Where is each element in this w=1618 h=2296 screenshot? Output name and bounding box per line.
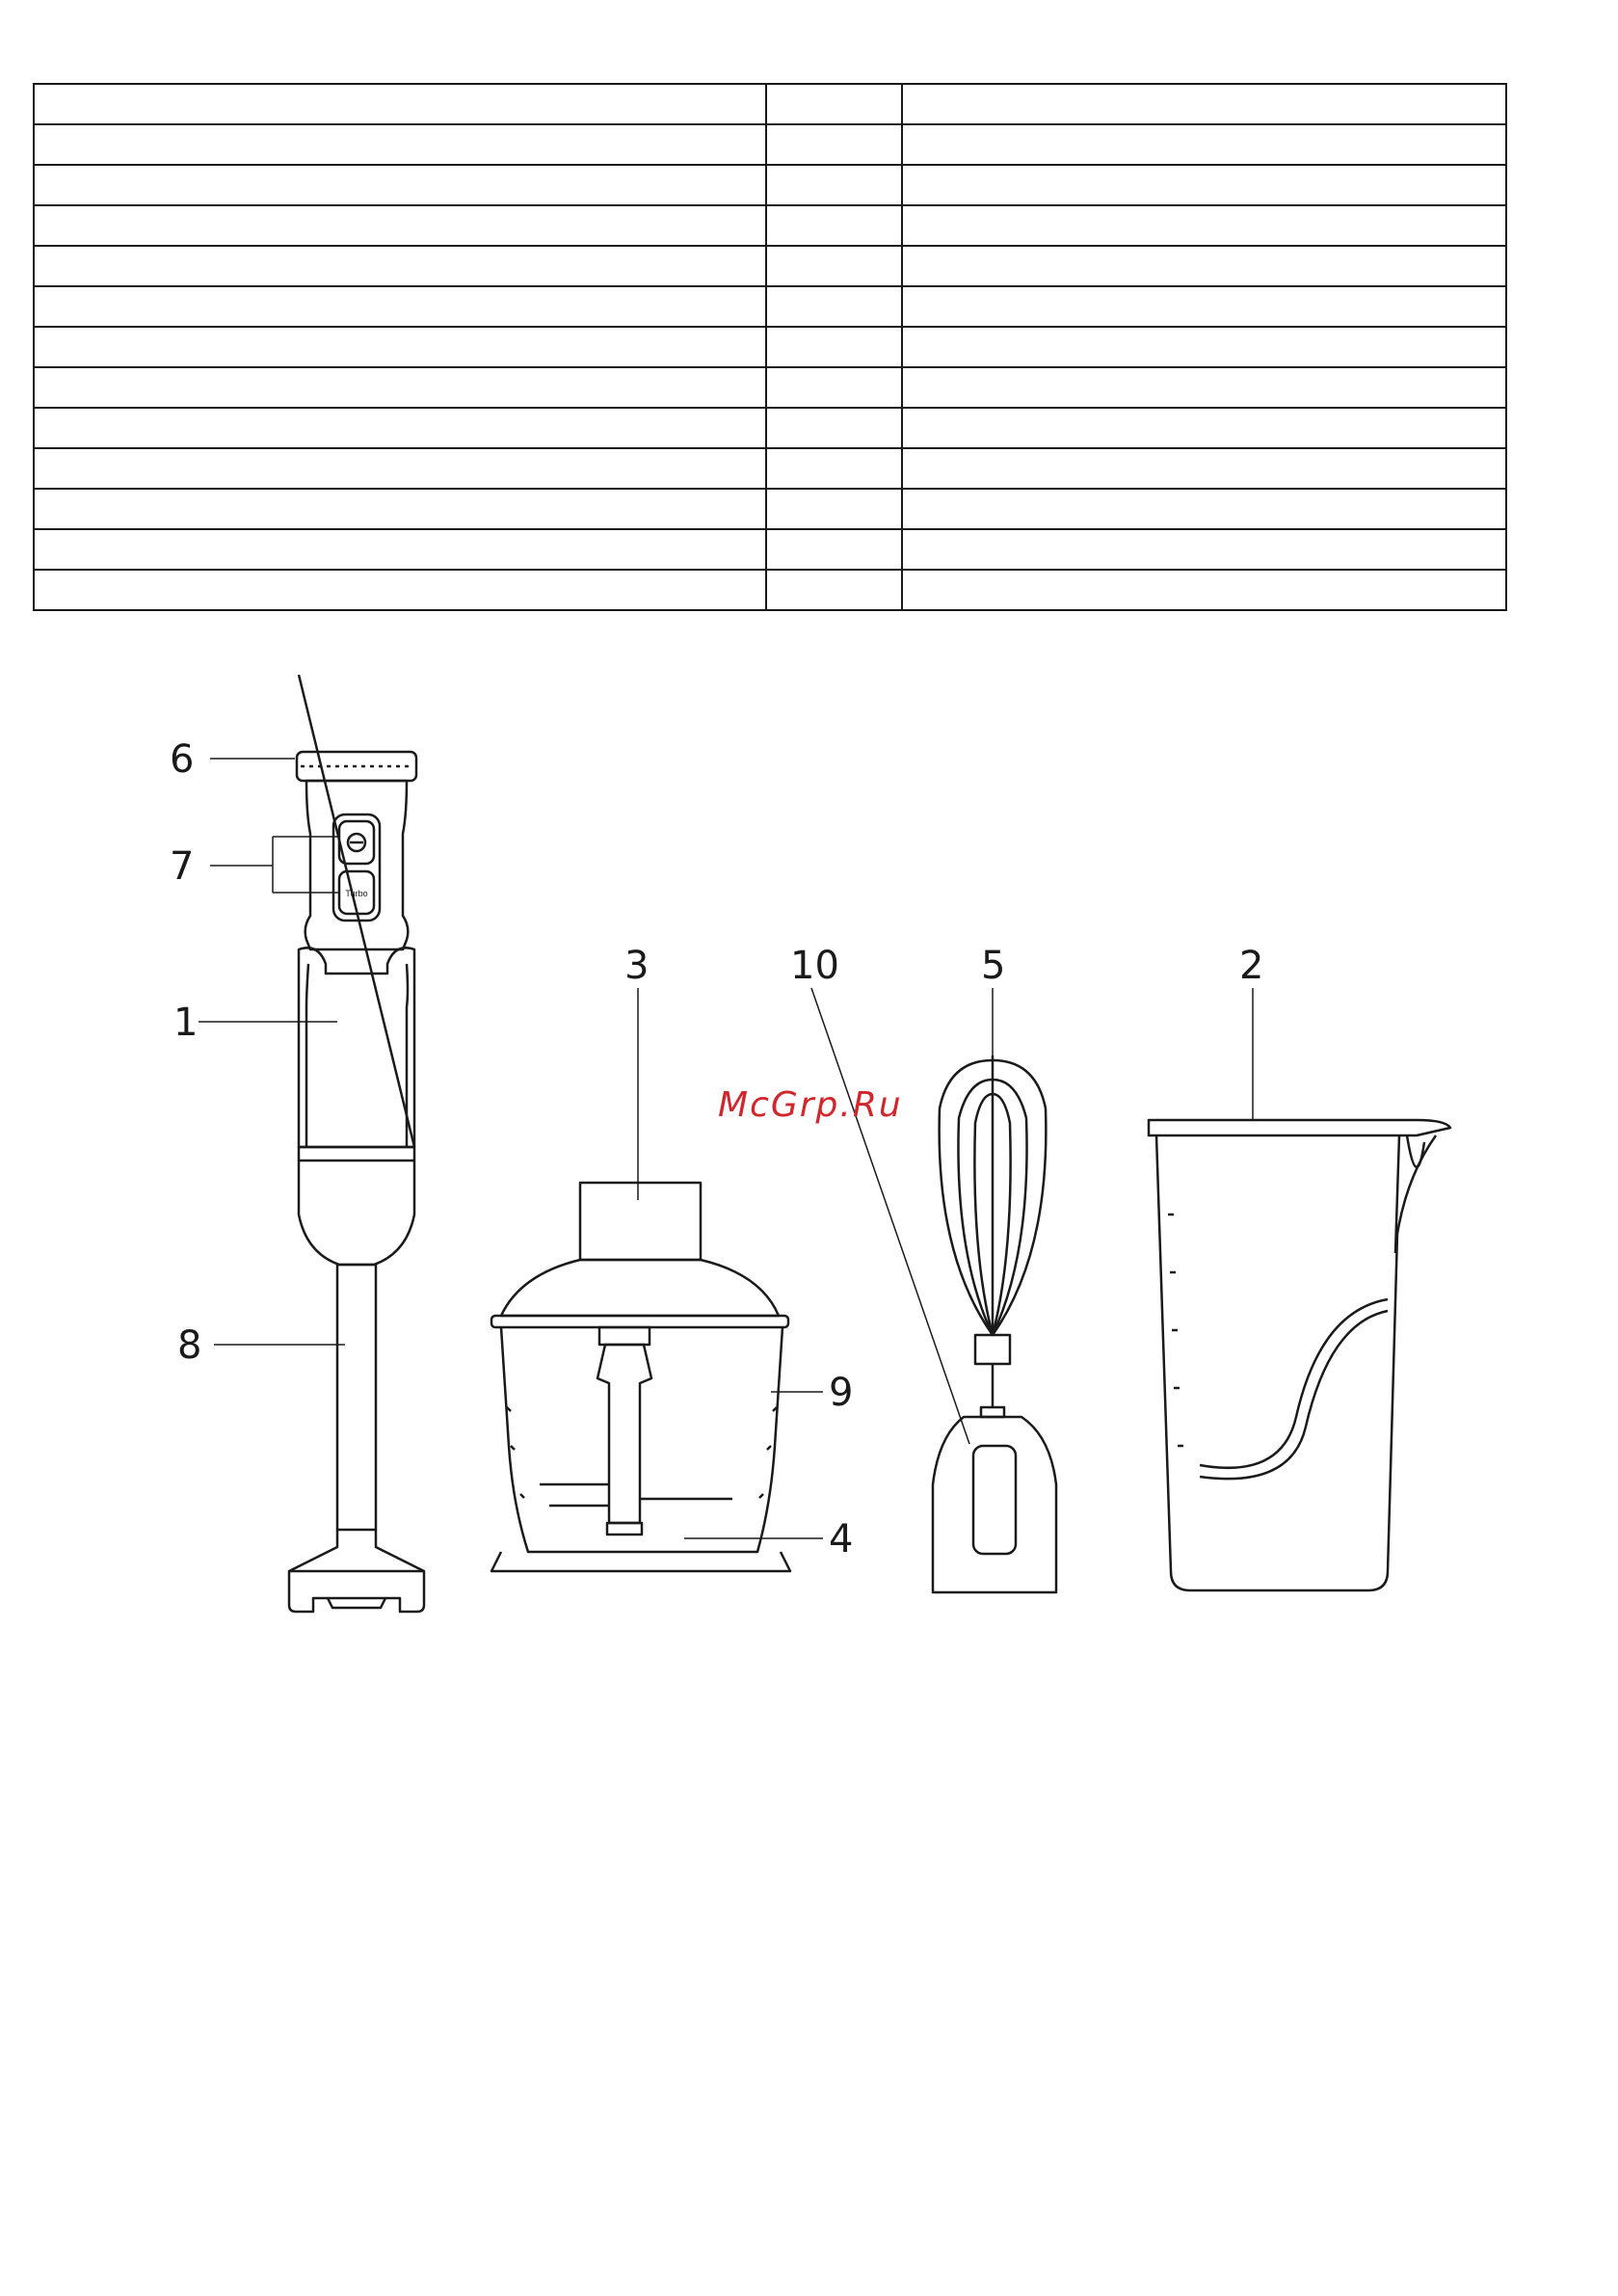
table-cell [34, 408, 766, 448]
table-cell [902, 286, 1506, 327]
callout-5: 5 [981, 944, 1006, 988]
beaker-drawing [1149, 1120, 1450, 1590]
table-row [34, 205, 1506, 246]
table-row [34, 165, 1506, 205]
chopper-lid-top [580, 1183, 701, 1260]
table-cell [766, 570, 902, 610]
table-cell [766, 84, 902, 124]
table-cell [902, 246, 1506, 286]
table-cell [34, 529, 766, 570]
table-row [34, 408, 1506, 448]
table-row [34, 448, 1506, 489]
whisk-drawing [933, 1055, 1056, 1592]
table-cell [34, 327, 766, 367]
table-row [34, 124, 1506, 165]
table-cell [34, 246, 766, 286]
callout-8: 8 [177, 1323, 202, 1368]
table-row [34, 529, 1506, 570]
table-row [34, 327, 1506, 367]
table-row [34, 84, 1506, 124]
chopper-drawing [491, 1183, 790, 1571]
table-cell [34, 286, 766, 327]
table-cell [902, 84, 1506, 124]
table-cell [902, 165, 1506, 205]
beaker-body [1156, 1135, 1436, 1590]
table-cell [766, 327, 902, 367]
table-cell [34, 165, 766, 205]
blender-shaft [337, 1265, 376, 1530]
table-cell [34, 489, 766, 529]
callout-2: 2 [1239, 944, 1264, 988]
table-cell [902, 448, 1506, 489]
table-cell [766, 489, 902, 529]
table-cell [902, 489, 1506, 529]
callout-1: 1 [173, 1001, 199, 1045]
parts-table-body [34, 84, 1506, 610]
callout-3: 3 [624, 944, 650, 988]
table-row [34, 286, 1506, 327]
table-cell [34, 367, 766, 408]
table-cell [902, 570, 1506, 610]
chopper-blade [540, 1484, 732, 1506]
table-cell [902, 408, 1506, 448]
table-cell [902, 529, 1506, 570]
beaker-rim [1149, 1120, 1450, 1135]
table-row [34, 570, 1506, 610]
table-cell [902, 367, 1506, 408]
table-cell [766, 165, 902, 205]
table-cell [34, 124, 766, 165]
chopper-lid-rim [491, 1316, 788, 1327]
callout-10: 10 [790, 944, 839, 988]
turbo-label: Turbo [345, 889, 368, 898]
table-cell [766, 205, 902, 246]
table-cell [902, 327, 1506, 367]
table-row [34, 246, 1506, 286]
chopper-bowl [501, 1327, 782, 1552]
table-cell [902, 124, 1506, 165]
table-cell [34, 448, 766, 489]
table-cell [766, 124, 902, 165]
table-cell [34, 570, 766, 610]
callout-4: 4 [829, 1517, 854, 1562]
callout-6: 6 [170, 737, 195, 782]
leader-lines [199, 759, 1253, 1538]
table-cell [34, 84, 766, 124]
table-cell [766, 367, 902, 408]
table-cell [766, 448, 902, 489]
parts-table [33, 83, 1507, 611]
watermark-text: McGrp.Ru [718, 1085, 903, 1125]
whisk-adapter [933, 1417, 1056, 1592]
table-row [34, 489, 1506, 529]
table-cell [766, 286, 902, 327]
product-diagram [0, 675, 1618, 1639]
table-cell [766, 246, 902, 286]
table-cell [34, 205, 766, 246]
hand-blender-drawing [289, 675, 424, 1612]
table-row [34, 367, 1506, 408]
table-cell [766, 529, 902, 570]
callout-7: 7 [170, 844, 195, 889]
callout-9: 9 [829, 1371, 854, 1415]
table-cell [766, 408, 902, 448]
table-cell [902, 205, 1506, 246]
